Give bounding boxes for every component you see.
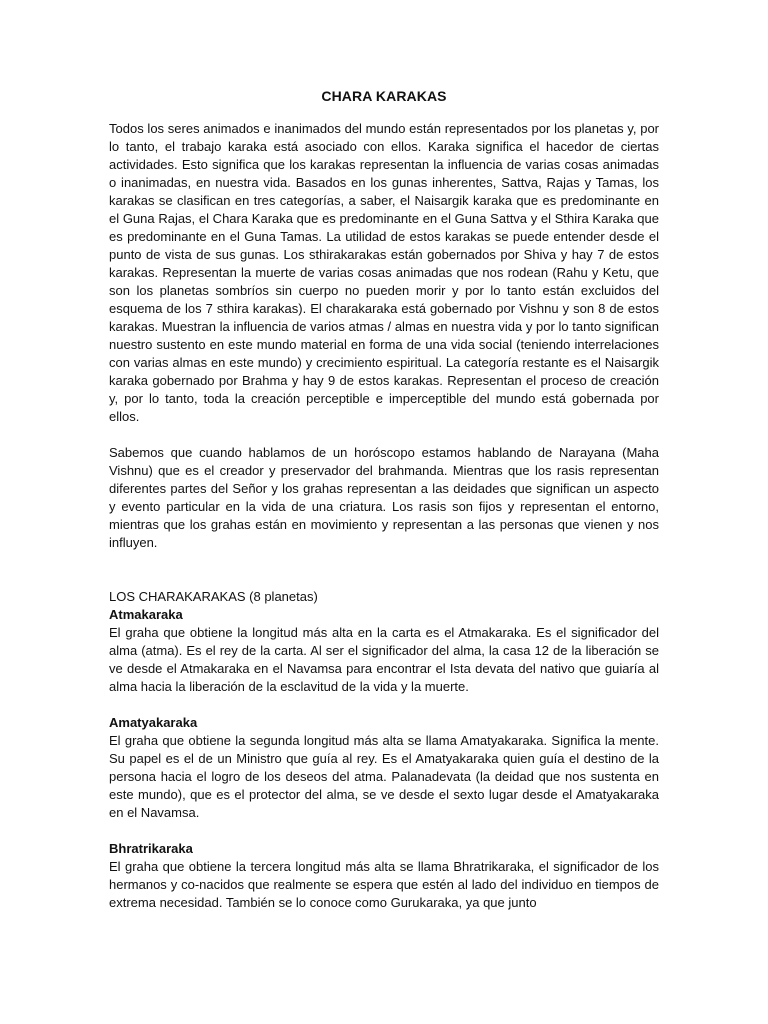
karaka-heading-bhratrikaraka: Bhratrikaraka [109, 841, 193, 856]
karaka-heading-amatyakaraka: Amatyakaraka [109, 715, 198, 730]
section-spacer [109, 552, 659, 588]
karaka-heading-atmakaraka: Atmakaraka [109, 607, 183, 622]
paragraph-spacer [109, 696, 659, 714]
document-page [109, 88, 659, 912]
karaka-text-bhratrikaraka: El graha que obtiene la tercera longitud más alta se llama Bhratrikaraka, el significador de los hermanos y co-nacidos que realmente se espera que estén al lado del individuo en tiempos de extrema necesidad. También se lo conoce como Gurukaraka, ya que junto [109, 859, 659, 910]
intro-paragraph-1: Todos los seres animados e inanimados del mundo están representados por los planetas y, por lo tanto, el trabajo karaka está asociado con ellos. Karaka significa el hacedor de ciertas actividades. Esto significa que los karakas representan la influencia de varias cosas animadas o inanimadas, en nuestra vida. Basados en los gunas inherentes, Sattva, Rajas y Tamas, los karakas se clasifican en tres categorías, a saber, el Naisargik karaka que es predominante en el Guna Rajas, el Chara Karaka que es predominante en el Guna Sattva y el Sthira Karaka que es predominante en el Guna Tamas. La utilidad de estos karakas se puede entender desde el punto de vista de sus gunas. Los sthirakarakas están gobernados por Shiva y hay 7 de estos karakas. Representan la muerte de varias cosas animadas que nos rodean (Rahu y Ketu, que son los planetas sombríos sin cuerpo no pueden morir y por lo tanto están excluidos del esquema de los 7 sthira karakas). El charakaraka está gobernado por Vishnu y son 8 de estos karakas. Muestran la influencia de varios atmas / almas en nuestra vida y por lo tanto significan nuestro sustento en este mundo material en forma de una vida social (teniendo interrelaciones con varias almas en este mundo) y crecimiento espiritual. La categoría restante es el Naisargik karaka gobernado por Brahma y hay 9 de estos karakas. Representan el proceso de creación y, por lo tanto, toda la creación perceptible e imperceptible del mundo está gobernada por ellos. [109, 121, 659, 424]
intro-paragraph-2: Sabemos que cuando hablamos de un horóscopo estamos hablando de Narayana (Maha Vishnu) que es el creador y preservador del brahmanda. Mientras que los rasis representan diferentes partes del Señor y los grahas representan a las deidades que significan un aspecto y evento particular en la vida de una criatura. Los rasis son fijos y representan el entorno, mientras que los grahas están en movimiento y representan a las personas que vienen y nos influyen. [109, 445, 659, 550]
paragraph-spacer [109, 426, 659, 444]
page-title: CHARA KARAKAS [321, 88, 447, 104]
section-heading: LOS CHARAKARAKAS (8 planetas) [109, 589, 318, 604]
karaka-text-amatyakaraka: El graha que obtiene la segunda longitud más alta se llama Amatyakaraka. Significa la mente. Su papel es el de un Ministro que guía al rey. Es el Amatyakaraka quien guía el destino de la persona hacia el logro de los deseos del atma. Palanadevata (la deidad que nos sustenta en este mundo), que es el protector del alma, se ve desde el sexto lugar desde el Amatyakaraka en el Navamsa. [109, 733, 659, 820]
paragraph-spacer [109, 822, 659, 840]
karaka-text-atmakaraka: El graha que obtiene la longitud más alta en la carta es el Atmakaraka. Es el significador del alma (atma). Es el rey de la carta. Al ser el significador del alma, la casa 12 de la liberación se ve desde el Atmakaraka en el Navamsa para encontrar el Ista devata del nativo que guiaría al alma hacia la liberación de la esclavitud de la vida y la muerte. [109, 625, 659, 694]
